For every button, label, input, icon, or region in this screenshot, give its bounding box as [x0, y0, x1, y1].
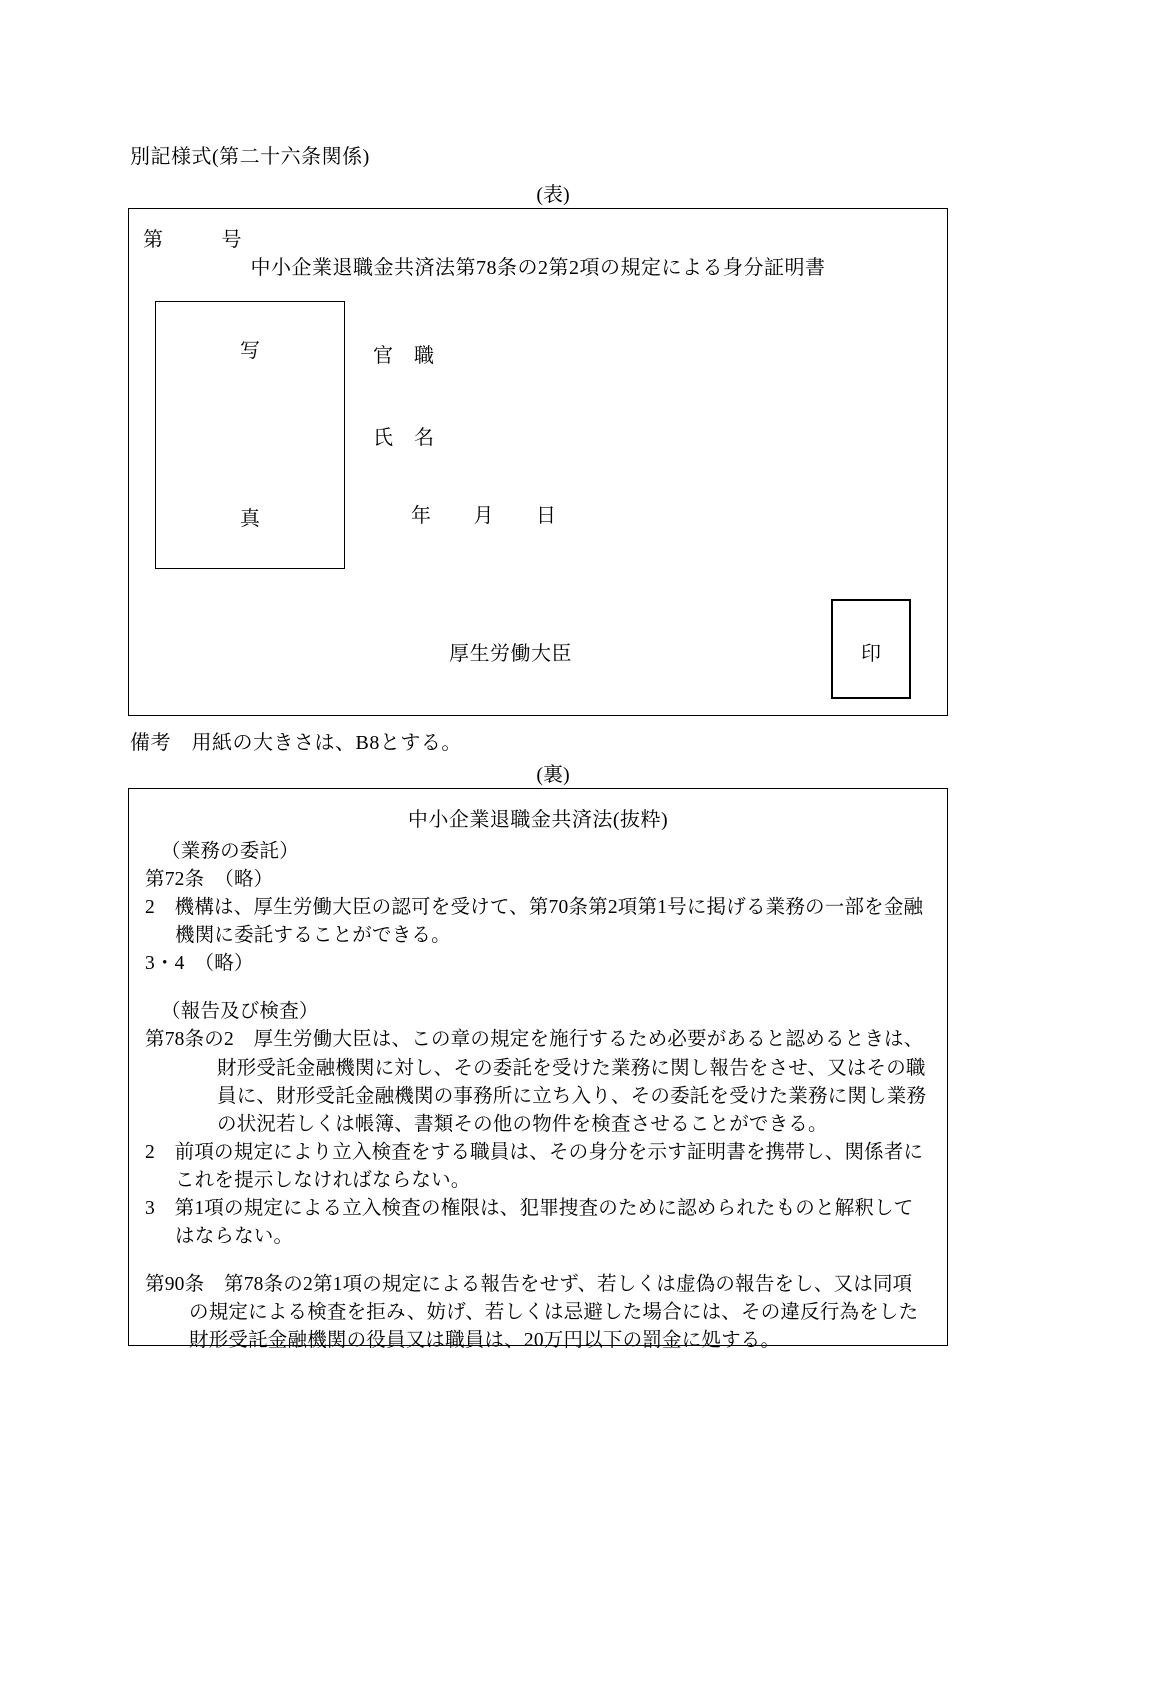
front-side-label: (表) — [536, 184, 570, 206]
law-paragraph: 2 前項の規定により立入検査をする職員は、その身分を示す証明書を携帯し、関係者にこれを提示しなければならない。 — [145, 1141, 924, 1191]
photo-char-bottom: 真 — [240, 508, 260, 530]
field-name-label: 氏 名 — [373, 427, 435, 449]
law-paragraph: 3・4 （略） — [145, 953, 254, 975]
paragraph-spacer — [145, 1251, 931, 1271]
card-title: 中小企業退職金共済法第78条の2第2項の規定による身分証明書 — [250, 257, 826, 279]
field-date-line — [411, 499, 557, 528]
issuing-authority: 厚生労働大臣 — [449, 643, 572, 665]
paragraph-spacer — [145, 978, 931, 998]
law-paragraph: 第90条 第78条の2第1項の規定による報告をせず、若しくは虚偽の報告をし、又は同項の規定による検査を拒み、妨げ、若しくは忌避した場合には、その違反行為をした財形受託金融機関の役員又は職員は、20万円以下の罰金に処する。 — [145, 1274, 919, 1352]
id-card-front — [128, 208, 948, 716]
seal-label: 印 — [861, 643, 881, 665]
law-excerpt-body — [145, 838, 931, 1355]
field-position-label: 官 職 — [373, 345, 435, 367]
law-paragraph: 3 第1項の規定による立入検査の権限は、犯罪捜査のために認められたものと解釈してはならない。 — [145, 1197, 914, 1248]
photo-char-top: 写 — [240, 340, 260, 362]
photo-placeholder — [155, 301, 345, 569]
remarks-note: 備考 用紙の大きさは、B8とする。 — [130, 732, 462, 754]
form-label: 別記様式(第二十六条関係) — [130, 146, 370, 168]
back-side-label: (裏) — [536, 764, 570, 786]
id-card-back — [128, 788, 948, 1352]
law-paragraph: （報告及び検査） — [161, 1001, 319, 1023]
card-number-line — [143, 223, 242, 252]
field-date-year: 年 — [411, 505, 432, 527]
card-number-prefix: 第 — [143, 229, 164, 251]
law-paragraph: 2 機構は、厚生労働大臣の認可を受けて、第70条第2項第1号に掲げる業務の一部を金融機関に委託することができる。 — [145, 897, 924, 947]
law-paragraph: 第72条 （略） — [145, 869, 274, 891]
card-number-suffix: 号 — [221, 229, 242, 251]
seal-box — [831, 599, 911, 699]
field-date-day: 日 — [536, 505, 557, 527]
law-paragraph: 第78条の2 厚生労働大臣は、この章の規定を施行するため必要があると認めるときは、財形受託金融機関に対し、その委託を受けた業務に関し報告をさせ、又はその職員に、財形受託金融機関の事務所に立ち入り、その委託を受けた業務に関し業務の状況若しくは帳簿、書類その他の物件を検査させることができる。 — [145, 1029, 927, 1135]
field-date-month: 月 — [473, 505, 494, 527]
law-excerpt-title: 中小企業退職金共済法(抜粋) — [407, 809, 669, 831]
law-paragraph: （業務の委託） — [161, 841, 299, 862]
